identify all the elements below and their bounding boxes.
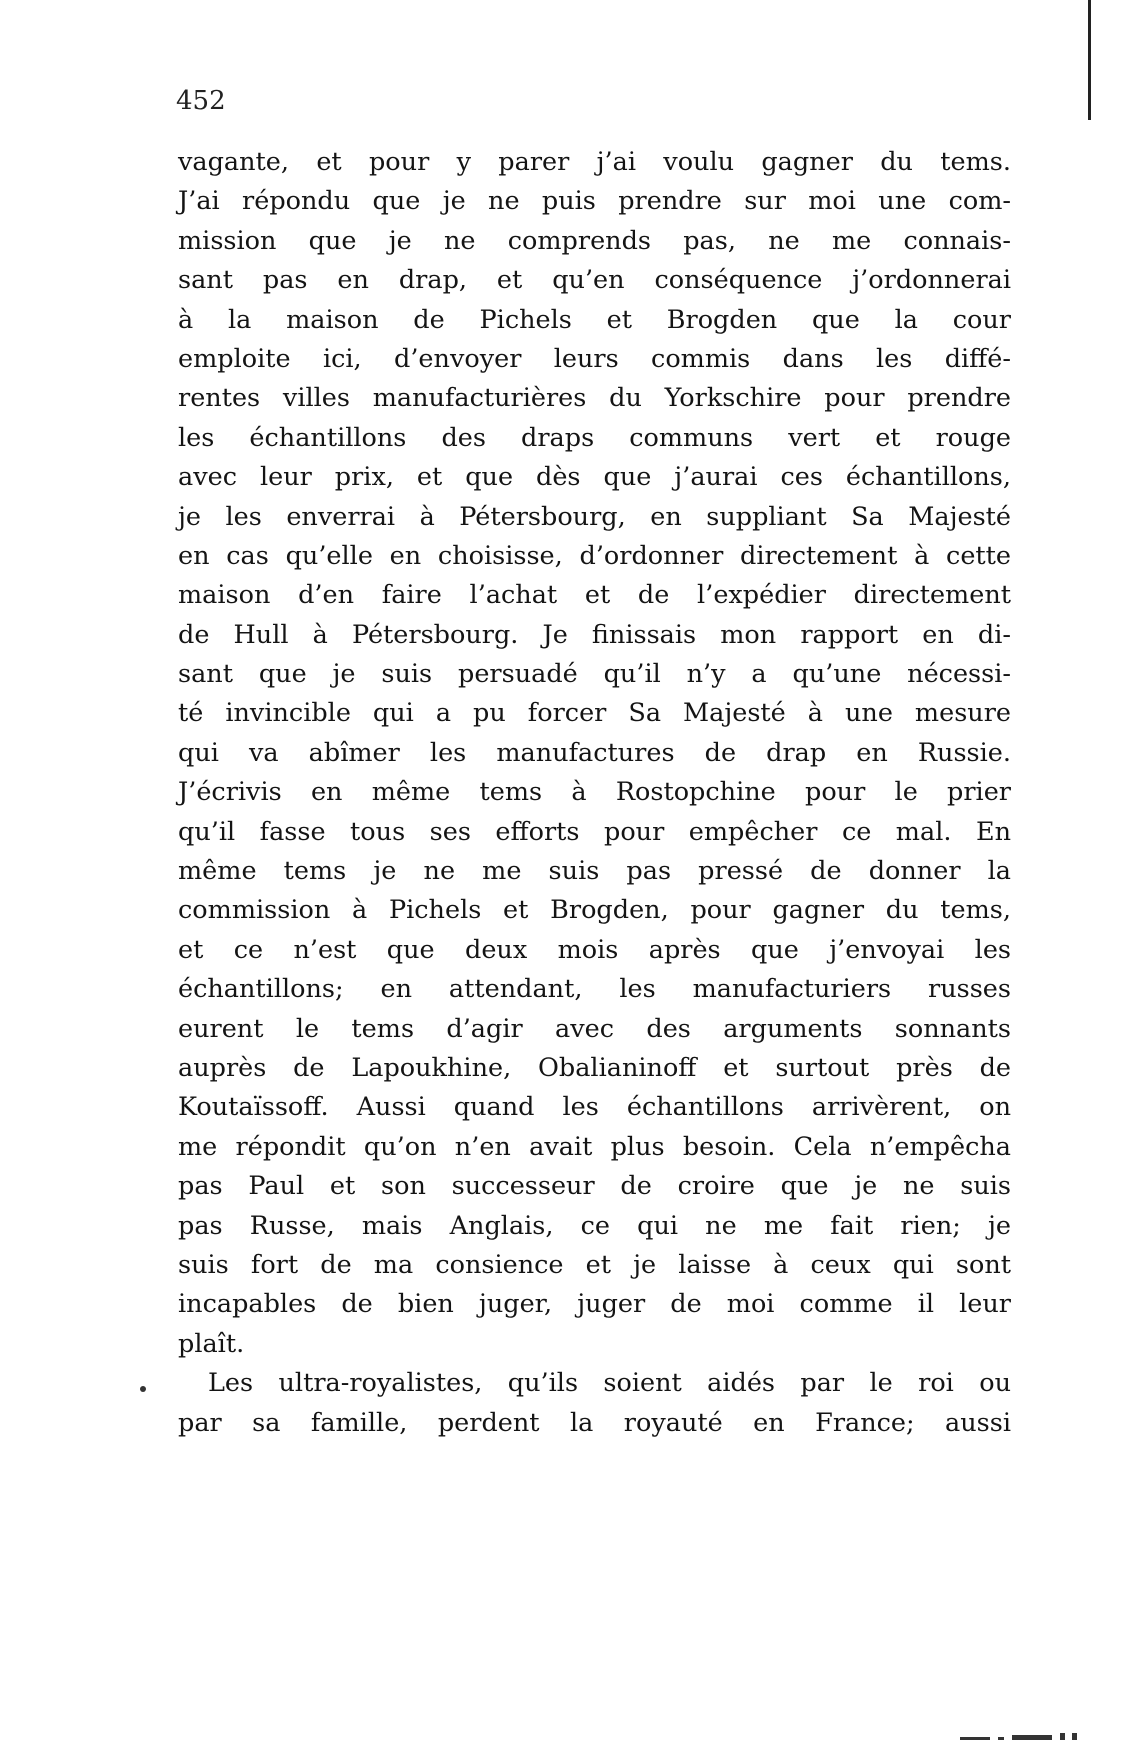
text-line: échantillons; en attendant, les manufacturiers russes (178, 974, 1011, 1005)
page-number: 452 (176, 86, 226, 116)
text-line: té invincible qui a pu forcer Sa Majesté à une mesure (178, 698, 1011, 729)
text-line: même tems je ne me suis pas pressé de donner la (178, 856, 1011, 887)
text-line: les échantillons des draps communs vert et rouge (178, 422, 1011, 453)
scan-edge-marks (960, 1732, 1100, 1740)
text-line: en cas qu’elle en choisisse, d’ordonner directement à cette (178, 540, 1011, 571)
text-line: me répondit qu’on n’en avait plus besoin. Cela n’empêcha (178, 1131, 1011, 1162)
paragraph-start-line: Les ultra-royalistes, qu’ils soient aidés par le roi ou (208, 1368, 1011, 1399)
text-line: suis fort de ma consience et je laisse à ceux qui sont (178, 1249, 1011, 1280)
text-line: de Hull à Pétersbourg. Je finissais mon rapport en di- (178, 619, 1011, 650)
text-line: qui va abîmer les manufactures de drap en Russie. (178, 737, 1011, 768)
text-line: pas Paul et son successeur de croire que je ne suis (178, 1171, 1011, 1202)
text-line: eurent le tems d’agir avec des arguments sonnants (178, 1013, 1011, 1044)
text-line: commission à Pichels et Brogden, pour gagner du tems, (178, 895, 1011, 926)
text-line: incapables de bien juger, juger de moi comme il leur (178, 1289, 1011, 1320)
text-line: J’ai répondu que je ne puis prendre sur moi une com- (178, 186, 1011, 217)
text-line: mission que je ne comprends pas, ne me connais- (178, 225, 1011, 256)
text-line: vagante, et pour y parer j’ai voulu gagner du tems. (178, 147, 1011, 177)
paragraph-end-line: plaît. (178, 1328, 245, 1359)
scan-speck (140, 1386, 146, 1392)
body-text (178, 143, 1011, 1443)
text-line: je les enverrai à Pétersbourg, en suppliant Sa Majesté (178, 501, 1011, 532)
text-line: qu’il fasse tous ses efforts pour empêcher ce mal. En (178, 816, 1011, 847)
text-line: pas Russe, mais Anglais, ce qui ne me fait rien; je (178, 1210, 1011, 1241)
text-line: maison d’en faire l’achat et de l’expédier directement (178, 580, 1011, 611)
text-line: et ce n’est que deux mois après que j’envoyai les (178, 934, 1011, 965)
text-line: avec leur prix, et que dès que j’aurai ces échantillons, (178, 462, 1011, 493)
text-line: J’écrivis en même tems à Rostopchine pour le prier (178, 777, 1011, 808)
text-line: à la maison de Pichels et Brogden que la cour (178, 304, 1011, 335)
text-line: sant pas en drap, et qu’en conséquence j’ordonnerai (178, 265, 1011, 296)
text-line: par sa famille, perdent la royauté en France; aussi (178, 1407, 1011, 1438)
text-line: emploite ici, d’envoyer leurs commis dans les diffé- (178, 343, 1011, 374)
text-line: Koutaïssoff. Aussi quand les échantillons arrivèrent, on (178, 1092, 1011, 1123)
text-line: sant que je suis persuadé qu’il n’y a qu’une nécessi- (178, 659, 1011, 690)
page-edge-rule (1088, 0, 1091, 120)
text-line: rentes villes manufacturières du Yorkschire pour prendre (178, 383, 1011, 414)
text-line: auprès de Lapoukhine, Obalianinoff et surtout près de (178, 1052, 1011, 1083)
